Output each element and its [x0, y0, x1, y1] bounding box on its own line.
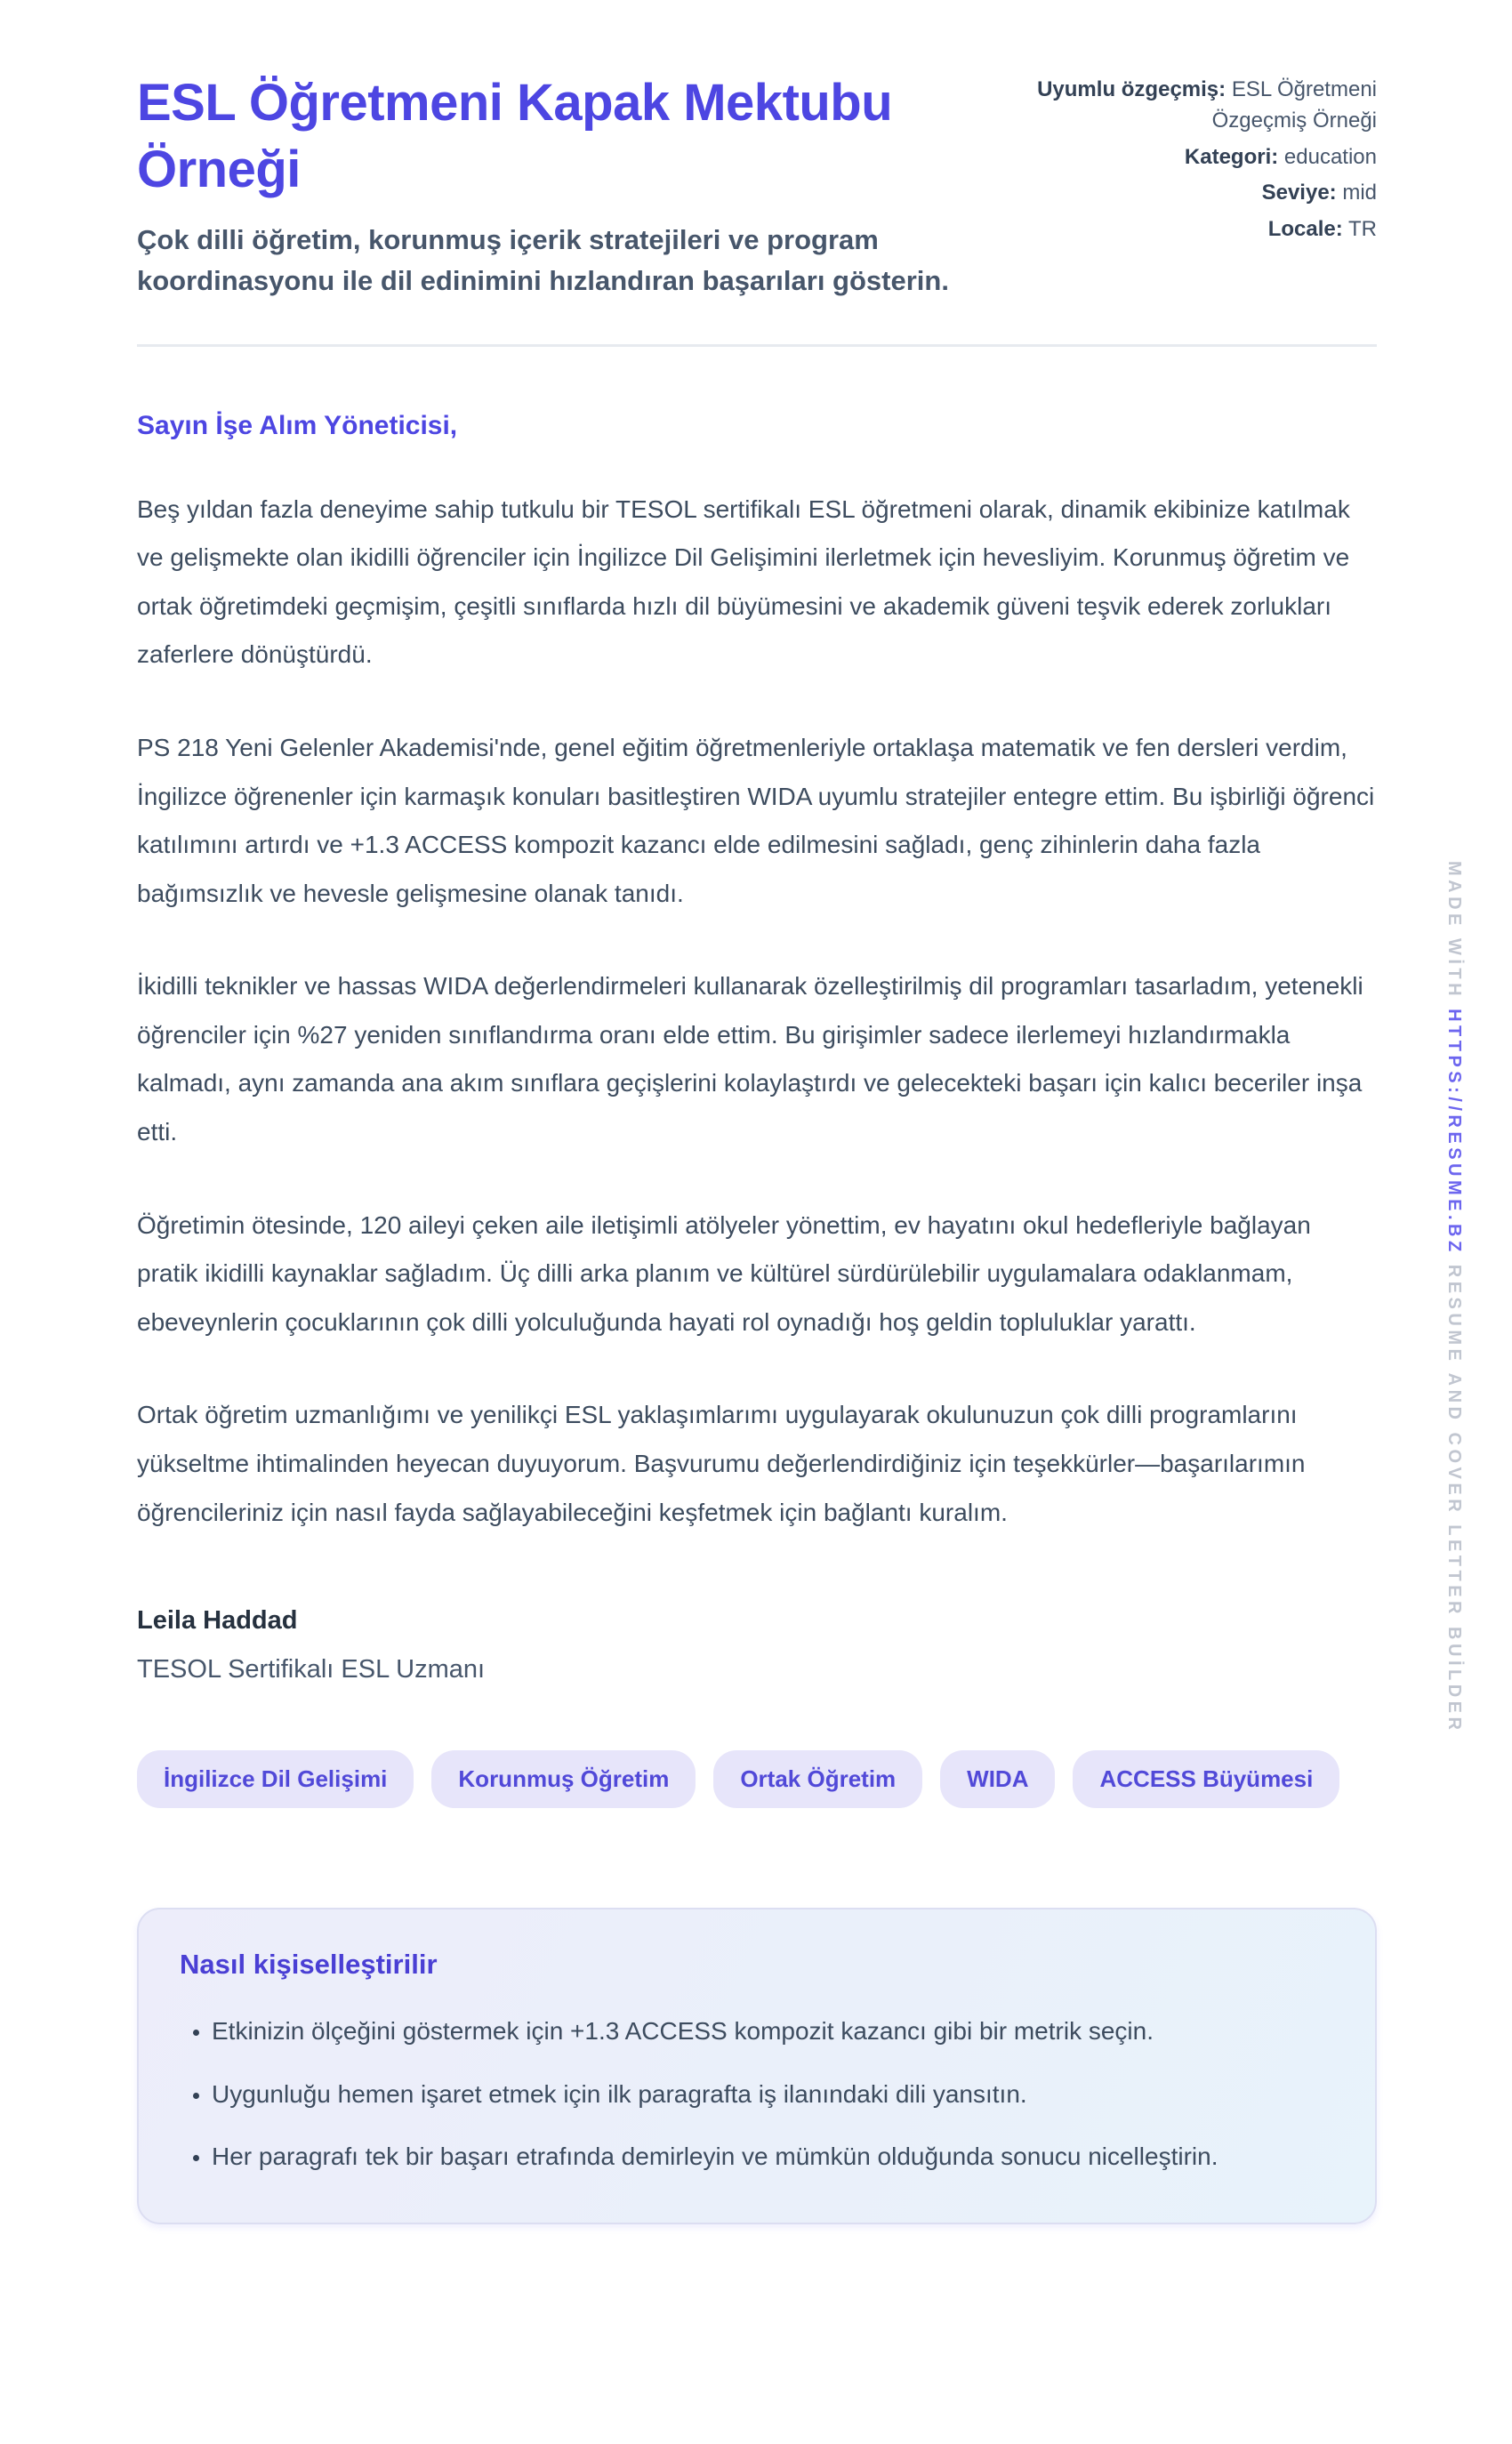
section-divider — [137, 344, 1377, 347]
tipbox-title: Nasıl kişiselleştirilir — [180, 1949, 438, 1981]
tag-chip-sheltered-instruction[interactable]: Korunmuş Öğretim — [431, 1750, 696, 1808]
signature-title: TESOL Sertifikalı ESL Uzmanı — [137, 1655, 486, 1684]
watermark-prefix: MADE WİTH — [1444, 861, 1464, 1009]
tag-chip-access-growth[interactable]: ACCESS Büyümesi — [1073, 1750, 1339, 1808]
resume-bz-link[interactable]: HTTPS://RESUME.BZ — [1444, 1009, 1464, 1256]
signature-name: Leila Haddad — [137, 1606, 298, 1636]
meta-panel — [1021, 69, 1377, 251]
tag-chip-wida[interactable]: WIDA — [940, 1750, 1055, 1808]
tag-list — [137, 1750, 1377, 1808]
meta-value: TR — [1348, 217, 1377, 242]
meta-label: Kategori: — [1184, 144, 1279, 169]
letter-paragraph-1: Beş yıldan fazla deneyime sahip tutkulu bir TESOL sertifikalı ESL öğretmeni olarak, dinamik ekibinize katılmak ve gelişmekte olan ikidilli öğrenciler için İngilizce Dil Gelişimini ilerletmek için hevesliyim. Korunmuş öğretim ve ortak öğretimdeki geçmişim, çeşitli sınıflarda hızlı dil büyümesini ve akademik güveni teşvik ederek zorlukları zaferlere dönüştürdü. — [137, 494, 1350, 669]
header — [137, 69, 1377, 301]
meta-row-matching-resume — [1021, 75, 1377, 137]
page-title: ESL Öğretmeni Kapak Mektubu Örneği — [137, 74, 893, 199]
header-title-block — [137, 69, 985, 301]
made-with-watermark — [1444, 861, 1464, 1733]
meta-label: Uyumlu özgeçmiş: — [1037, 77, 1226, 101]
tip-list — [180, 2007, 1325, 2182]
how-to-personalize-box — [137, 1908, 1377, 2224]
meta-row-category — [1021, 142, 1377, 173]
tip-item-1: • Etkinizin ölçeğini göstermek için +1.3 ACCESS kompozit kazancı gibi bir metrik seçin. — [212, 2007, 1325, 2056]
tag-chip-english-language-development[interactable]: İngilizce Dil Gelişimi — [137, 1750, 414, 1808]
meta-label: Locale: — [1267, 217, 1343, 242]
meta-label: Seviye: — [1261, 181, 1337, 205]
tip-item-3: • Her paragrafı tek bir başarı etrafında demirleyin ve mümkün olduğunda sonucu nicelleştirin. — [212, 2133, 1325, 2182]
letter-paragraph-2: PS 218 Yeni Gelenler Akademisi'nde, genel eğitim öğretmenleriyle ortaklaşa matematik ve fen dersleri verdim, İngilizce öğrenenler için karmaşık konuları basitleştiren WIDA uyumlu stratejiler entegre ettim. Bu işbirliği öğrenci katılımını artırdı ve +1.3 ACCESS kompozit kazancı elde edilmesini sağladı, genç zihinlerin daha fazla bağımsızlık ve hevesle gelişmesine olanak tanıdı. — [137, 733, 1375, 907]
meta-value: mid — [1342, 181, 1377, 205]
meta-value: ESL Öğretmeni Özgeçmiş Örneği — [1211, 77, 1377, 133]
meta-value: education — [1283, 144, 1377, 169]
tip-item-2: • Uygunluğu hemen işaret etmek için ilk paragrafta iş ilanındaki dili yansıtın. — [212, 2070, 1325, 2119]
letter-body — [137, 411, 1377, 1685]
meta-row-level — [1021, 178, 1377, 209]
letter-paragraph-4: Öğretimin ötesinde, 120 aileyi çeken aile iletişimli atölyeler yönettim, ev hayatını okul hedefleriyle bağlayan pratik ikidilli kaynaklar sağladım. Üç dilli arka planım ve kültürel sürdürülebilir uygulamalara odaklanmam, ebeveynlerin çocuklarının çok dilli yolculuğunda hayati rol oynadığı hoş geldin topluluklar yarattı. — [137, 1210, 1311, 1336]
page-subtitle: Çok dilli öğretim, korunmuş içerik stratejileri ve program koordinasyonu ile dil edinimini hızlandıran başarıları gösterin. — [137, 223, 949, 296]
watermark-suffix: RESUME AND COVER LETTER BUİLDER — [1444, 1255, 1464, 1734]
salutation: Sayın İşe Alım Yöneticisi, — [137, 410, 458, 440]
letter-paragraph-3: İkidilli teknikler ve hassas WIDA değerlendirmeleri kullanarak özelleştirilmiş dil programları tasarladım, yetenekli öğrenciler için %27 yeniden sınıflandırma oranı elde ettim. Bu girişimler sadece ilerlemeyi hızlandırmakla kalmadı, aynı zamanda ana akım sınıflara geçişlerini kolaylaştırdı ve gelecekteki başarı için kalıcı beceriler inşa etti. — [137, 972, 1363, 1146]
meta-row-locale — [1021, 214, 1377, 245]
tag-chip-co-teaching[interactable]: Ortak Öğretim — [713, 1750, 922, 1808]
letter-paragraph-5: Ortak öğretim uzmanlığımı ve yenilikçi ESL yaklaşımlarımı uygulayarak okulunuzun çok dilli programlarını yükseltme ihtimalinden heyecan duyuyorum. Başvurumu değerlendirdiğiniz için teşekkürler—başarılarımın öğrencileriniz için nasıl fayda sağlayabileceğini keşfetmek için bağlantı kuralım. — [137, 1401, 1306, 1526]
